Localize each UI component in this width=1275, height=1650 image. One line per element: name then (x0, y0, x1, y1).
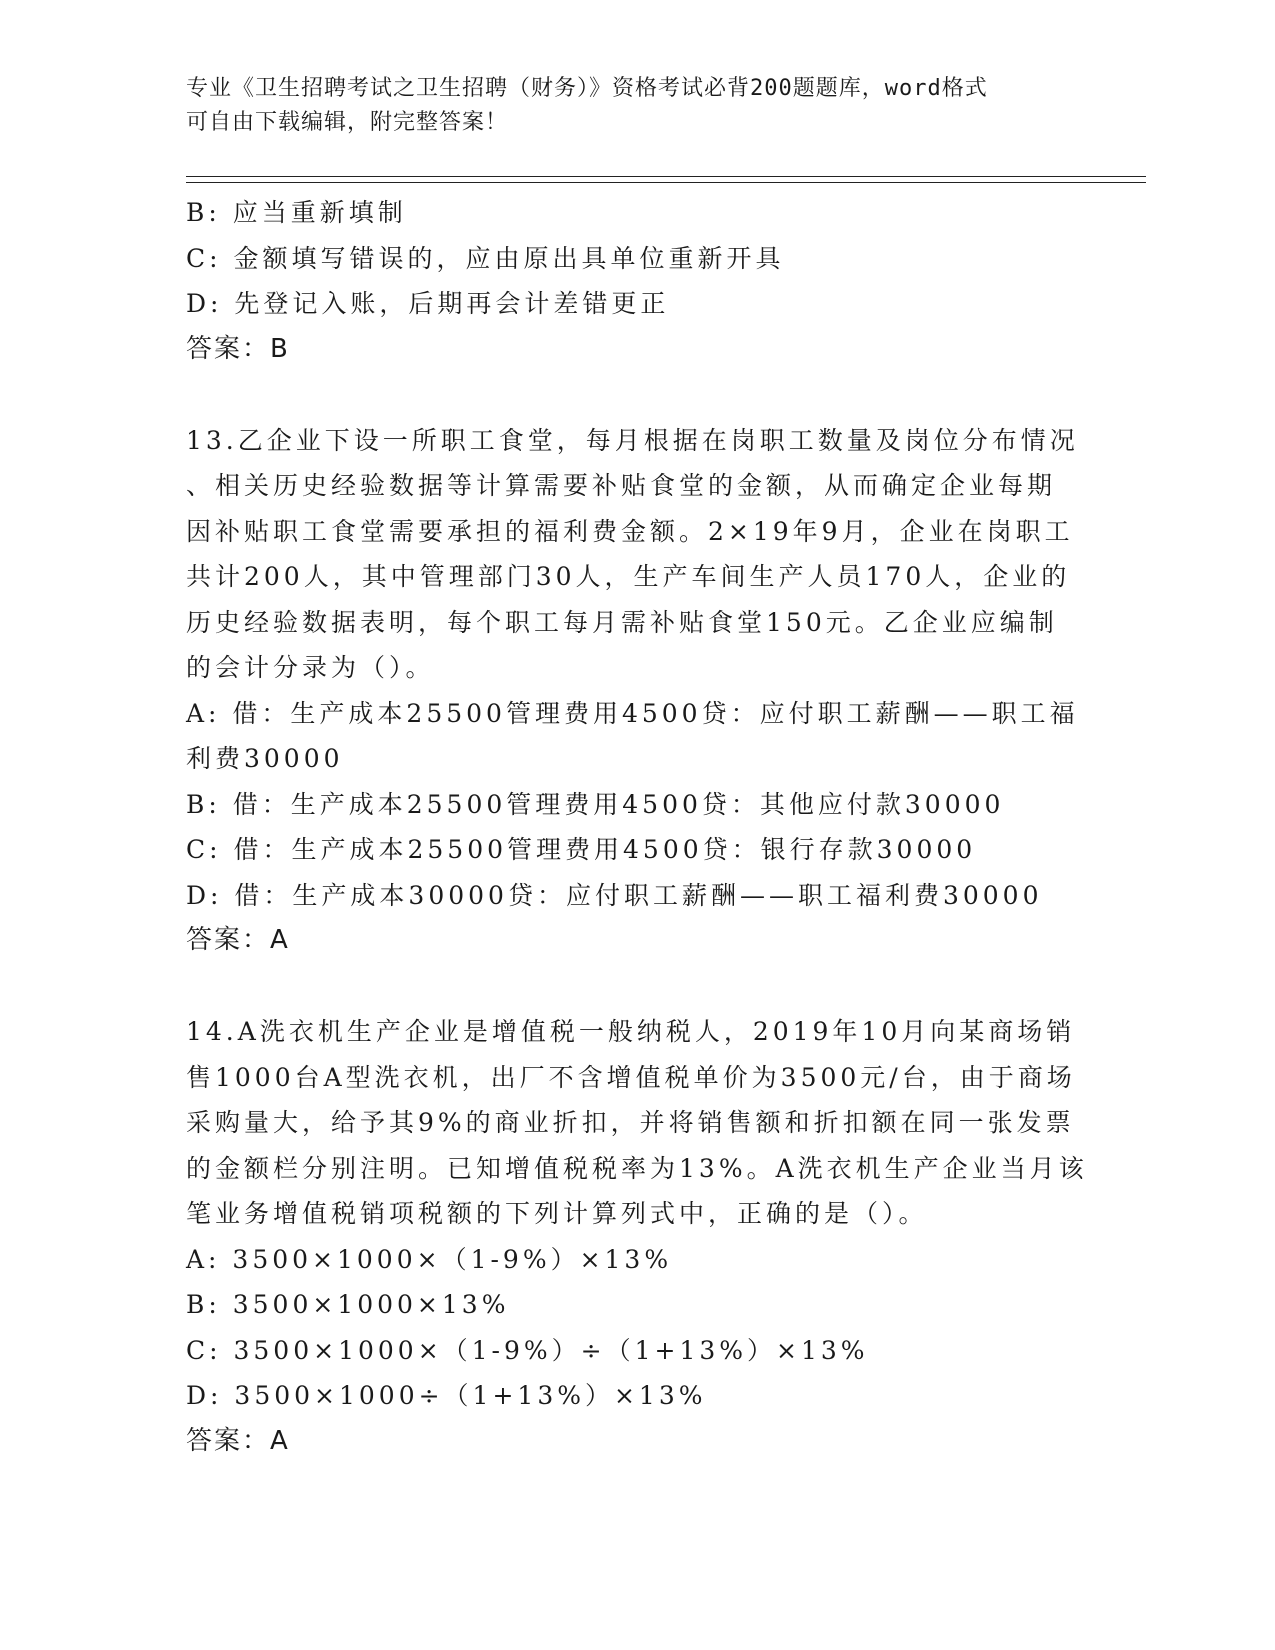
question-stem-line: 历史经验数据表明，每个职工每月需补贴食堂150元。乙企业应编制 (186, 607, 1058, 637)
header-rule-top (186, 176, 1146, 177)
option-d: D: 3500×1000÷（1+13%）×13% (186, 1381, 707, 1410)
answer-label: 答案：A (186, 925, 290, 955)
header-line-1: 专业《卫生招聘考试之卫生招聘（财务）》资格考试必背200题题库，word格式 (186, 76, 988, 101)
question-stem-line: 、相关历史经验数据等计算需要补贴食堂的金额，从而确定企业每期 (186, 471, 1057, 500)
option-c: C: 借：生产成本25500管理费用4500贷：银行存款30000 (186, 835, 977, 864)
option-b: B: 3500×1000×13% (186, 1290, 510, 1319)
option-d: D: 先登记入账，后期再会计差错更正 (186, 289, 670, 318)
question-stem-line: 笔业务增值税销项税额的下列计算列式中，正确的是（）。 (186, 1199, 928, 1228)
question-stem-line: 因补贴职工食堂需要承担的福利费金额。2×19年9月，企业在岗职工 (186, 516, 1074, 546)
header-line-2: 可自由下载编辑，附完整答案！ (186, 110, 509, 135)
answer-label: 答案：A (186, 1425, 290, 1456)
question-13 (186, 418, 1086, 964)
question-stem-line: 共计200人，其中管理部门30人，生产车间生产人员170人，企业的 (186, 562, 1071, 591)
question-stem-line: 的金额栏分别注明。已知增值税税率为13%。A洗衣机生产企业当月该 (186, 1153, 1088, 1183)
option-b: B: 应当重新填制 (186, 198, 407, 227)
document-content (186, 190, 1086, 1464)
spacer (186, 372, 1086, 418)
question-stem-line: 采购量大，给予其9%的商业折扣，并将销售额和折扣额在同一张发票 (186, 1108, 1075, 1137)
question-stem-line: 售1000台A型洗衣机，出厂不含增值税单价为3500元/台，由于商场 (186, 1062, 1076, 1092)
option-a: A: 借：生产成本25500管理费用4500贷：应付职工薪酬——职工福 (186, 698, 1079, 728)
option-c: C: 金额填写错误的，应由原出具单位重新开具 (186, 243, 785, 273)
option-a: A: 3500×1000×（1-9%）×13% (186, 1244, 673, 1274)
option-d: D: 借：生产成本30000贷：应付职工薪酬——职工福利费30000 (186, 880, 1043, 910)
option-c: C: 3500×1000×（1-9%）÷（1+13%）×13% (186, 1335, 869, 1365)
question-stem-line: 14.A洗衣机生产企业是增值税一般纳税人，2019年10月向某商场销 (186, 1017, 1076, 1046)
question-stem-line: 13.乙企业下设一所职工食堂，每月根据在岗职工数量及岗位分布情况 (186, 425, 1079, 455)
page-header (186, 72, 1066, 140)
answer-label: 答案：B (186, 333, 290, 364)
option-b: B: 借：生产成本25500管理费用4500贷：其他应付款30000 (186, 789, 1005, 819)
question-14 (186, 1009, 1086, 1464)
spacer (186, 964, 1086, 1010)
option-a-continued: 利费30000 (186, 744, 344, 773)
header-rule-bottom (186, 182, 1146, 183)
question-stem-line: 的会计分录为（）。 (186, 653, 435, 682)
question-12-continued (186, 190, 1086, 372)
